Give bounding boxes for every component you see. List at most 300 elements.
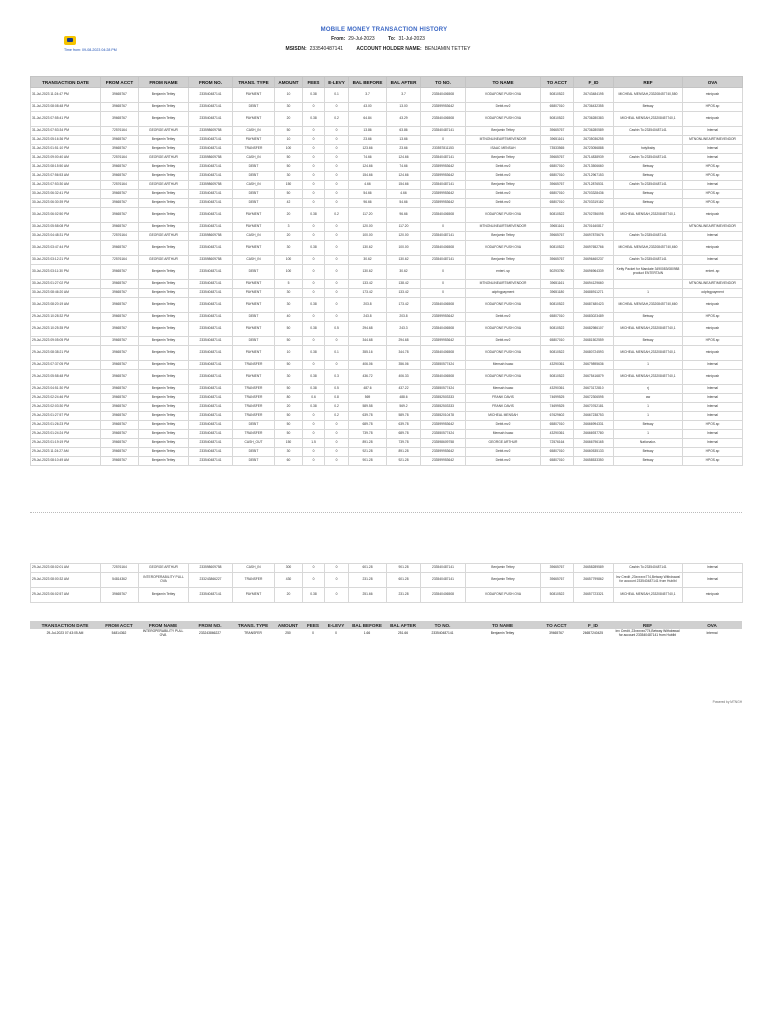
table-cell: 231.28 (349, 573, 387, 588)
column-header: TO NO. (420, 621, 465, 629)
table-cell: Benjamin Tettey (139, 457, 189, 466)
table-cell: 0 (303, 181, 325, 190)
table-cell: 0 (312, 631, 314, 636)
table-cell: Benjamin Tettey (139, 298, 189, 313)
table-cell: 233540487141 (189, 588, 233, 603)
table-cell: CASH_IN (233, 127, 275, 136)
table-cell: 233540487141 (189, 346, 233, 361)
table-cell: 0 (303, 199, 325, 208)
table-cell: 921.28 (349, 448, 387, 457)
table-cell: 30-Jul-2023 05:58:08 PM (31, 223, 101, 232)
table-cell: Internal (683, 127, 743, 136)
table-cell: Benjamin Tettey (139, 430, 189, 439)
table-cell: 154.66 (349, 172, 387, 181)
column-header: FEES (302, 621, 324, 629)
table-cell: 739.78 (349, 430, 387, 439)
table-cell: CASH_IN (233, 564, 275, 573)
table-cell: 0 (325, 232, 349, 241)
table-cell: TRANSFER (233, 430, 275, 439)
table-cell: 233540487141 (189, 370, 233, 385)
table-cell: 50 (275, 154, 303, 163)
table-cell: GEORGE ARTHUR (139, 154, 189, 163)
table-cell: Internal (683, 430, 743, 439)
table-cell: Cashin To:233540487141 (614, 154, 683, 163)
table-cell: 39665767 (101, 190, 139, 199)
table-cell: Benjamin Tettey (466, 154, 541, 163)
table-cell: 406.06 (349, 361, 387, 370)
table-cell: 26712967153 (574, 172, 614, 181)
table-cell: DEBIT (233, 190, 275, 199)
table-cell: Nationalor- (614, 439, 683, 448)
table-cell: 50810522 (541, 112, 574, 127)
table-cell: 487.6 (349, 385, 387, 394)
table-cell: 31-Jul-2023 05:16:36 PM (31, 136, 101, 145)
table-cell: Benjamin Tettey (466, 127, 541, 136)
table-cell: 39665767 (101, 289, 139, 298)
table-row (31, 88, 743, 103)
table-cell: 250 (285, 631, 291, 636)
table-cell: DEBIT (233, 313, 275, 322)
table-cell: 39665767 (101, 421, 139, 430)
table-cell: MICHEAL MENSAH,233208457740,1 (614, 112, 683, 127)
table-cell: 0 (325, 163, 349, 172)
table-cell: 233540487141 (421, 154, 466, 163)
table-cell: 0 (325, 298, 349, 313)
table-cell: 233550577424 (421, 430, 466, 439)
table-cell: 43290361 (541, 385, 574, 394)
table-cell: 0 (325, 265, 349, 280)
table-cell: 233598609758 (189, 564, 233, 573)
table-row (31, 573, 743, 588)
table-cell: 689.78 (349, 421, 387, 430)
table-cell: 300 (275, 564, 303, 573)
table-cell: 30-Jul-2023 08:46:20 AM (31, 289, 101, 298)
table-cell: HPOS.sp (683, 190, 743, 199)
table-cell: MICHEAL MENSAH,233208457740,1 (614, 322, 683, 337)
table-cell: 233540487141 (189, 394, 233, 403)
table-cell: 437.22 (387, 385, 421, 394)
table-cell: 233552010478 (421, 412, 466, 421)
table-cell: 133.42 (387, 289, 421, 298)
table-cell: 39665767 (101, 241, 139, 256)
table-cell: 26683023489 (574, 313, 614, 322)
table-cell: 294.68 (387, 337, 421, 346)
table-cell: 50810522 (541, 88, 574, 103)
table-cell: Benjamin Tettey (139, 346, 189, 361)
table-cell: TRANSFER (233, 385, 275, 394)
table-cell: MTNONLINEAIRTIMEVENDOR (683, 280, 743, 289)
table-cell: Betway (614, 448, 683, 457)
table-cell: PAYMENT (233, 223, 275, 232)
table-cell: 26679895636 (574, 361, 614, 370)
table-cell: 26666994331 (574, 421, 614, 430)
table-cell: 23.66 (387, 145, 421, 154)
table-cell: 901.28 (349, 457, 387, 466)
table-cell: Internal (683, 573, 743, 588)
table-cell: 39665767 (101, 88, 139, 103)
column-header: AMOUNT (275, 77, 303, 88)
table-cell: 233599953642 (421, 172, 466, 181)
column-header: TO ACCT (541, 77, 574, 88)
table-cell: 0.2 (325, 403, 349, 412)
table-cell: 639.78 (387, 421, 421, 430)
table-cell: 123.66 (349, 145, 387, 154)
table-cell: 30 (275, 172, 303, 181)
table-cell: 251.66 (397, 631, 409, 636)
table-cell (614, 223, 683, 232)
table-row (31, 564, 743, 573)
table-cell: Benjamin Tettey (139, 421, 189, 430)
table-cell: PAYMENT (233, 289, 275, 298)
table-cell: Benjamin Tettey (139, 145, 189, 154)
table-cell: Internal (683, 385, 743, 394)
table-cell: 30-Jul-2023 08:20:19 AM (31, 298, 101, 313)
table-cell: 26675416879 (574, 370, 614, 385)
table-cell: 54.66 (387, 199, 421, 208)
table-cell: 39665767 (101, 163, 139, 172)
table-cell: 233540487141 (189, 103, 233, 112)
table-cell: 54814362 (111, 631, 127, 636)
table-cell: PAYMENT (233, 298, 275, 313)
table-cell: 0 (325, 439, 349, 448)
table-cell: Debit.mv2 (466, 457, 541, 466)
table-cell: 31-Jul-2023 07:53:30 AM (31, 181, 101, 190)
table-cell: 39651161 (541, 136, 574, 145)
table-cell: 0 (325, 573, 349, 588)
table-cell: 0 (303, 313, 325, 322)
table-cell: 0 (303, 564, 325, 573)
table-cell: PAYMENT (233, 112, 275, 127)
table-cell: 100.00 (349, 232, 387, 241)
table-cell: 39665767 (101, 103, 139, 112)
table-cell: 0 (325, 588, 349, 603)
table-cell: 231.28 (387, 588, 421, 603)
table-cell: 72576164 (101, 154, 139, 163)
table-cell: 233540406508 (421, 588, 466, 603)
column-header: BAL AFTER (386, 621, 420, 629)
column-header: E-LEVY (324, 621, 348, 629)
table-cell: MTNONLINEAIRTIMEVENDOR (466, 280, 541, 289)
table-cell: Betway (614, 199, 683, 208)
table-row (31, 223, 743, 232)
table-cell: 233540406508 (421, 241, 466, 256)
table-cell: mtnipush (683, 241, 743, 256)
table-cell: 29-Jul-2023 06:02:57 AM (31, 588, 101, 603)
table-row (31, 412, 743, 421)
table-cell: 39665767 (101, 403, 139, 412)
table-cell: Inv Credit ,23xxxxxx774,Betway Withdrawal for account 233540487141 from HubIbl (614, 573, 683, 588)
table-cell: 233243866227 (189, 573, 233, 588)
table-cell: CASH_IN (233, 232, 275, 241)
table-cell: 233540487141 (189, 88, 233, 103)
table-cell: 30-Jul-2023 03:47:44 PM (31, 241, 101, 256)
table-cell: 26723056888 (574, 145, 614, 154)
table-cell: 1.66 (363, 631, 371, 636)
table-cell: mtnipush (683, 88, 743, 103)
table-cell: 356.06 (387, 361, 421, 370)
table-cell: 100 (275, 145, 303, 154)
table-cell: 26694129660 (574, 280, 614, 289)
table-cell: DEBIT (233, 103, 275, 112)
table-cell: 72576164 (101, 181, 139, 190)
table-cell: 0 (303, 430, 325, 439)
table-cell: 39665767 (101, 145, 139, 154)
table-cell (614, 280, 683, 289)
table-cell: 26702786095 (574, 208, 614, 223)
table-cell: hotylbaby (614, 145, 683, 154)
table-cell: 0 (303, 457, 325, 466)
table-cell: 233540487141 (189, 448, 233, 457)
table-cell: entert..sp (466, 265, 541, 280)
table-cell: Internal (683, 403, 743, 412)
table-cell: Debit.mv2 (466, 172, 541, 181)
table-cell: MICHEAL MENSAH,233208457740,580 (614, 88, 683, 103)
table-cell: 0.38 (303, 403, 325, 412)
table-cell: 29-Jul-2023 07:43:05 AM (46, 631, 84, 636)
table-cell: 74.66 (349, 154, 387, 163)
table-cell: 26697875676 (574, 232, 614, 241)
table-cell: CASH_IN (233, 256, 275, 265)
table-cell: 233540487141 (421, 232, 466, 241)
table-cell: 0 (303, 103, 325, 112)
holder-label: ACCOUNT HOLDER NAME: (356, 46, 422, 52)
table-cell: 233540487141 (189, 361, 233, 370)
table-cell: 891.28 (387, 448, 421, 457)
table-cell: Mensah Isaac (466, 430, 541, 439)
table-cell: 0 (325, 199, 349, 208)
table-cell: 72576164 (101, 256, 139, 265)
table-cell: Debit.mv2 (466, 313, 541, 322)
table-cell: 5 (275, 280, 303, 289)
table-row (31, 322, 743, 337)
table-cell: 233598609758 (189, 256, 233, 265)
table-cell: 96.66 (349, 199, 387, 208)
table-cell: 233540487141 (189, 265, 233, 280)
table-cell: 294.68 (349, 322, 387, 337)
table-cell: 689.78 (387, 430, 421, 439)
column-header: FEES (303, 77, 325, 88)
table-cell: 26657799862 (574, 573, 614, 588)
table-cell: 0 (303, 190, 325, 199)
table-cell: 31-Jul-2023 07:55:41 PM (31, 112, 101, 127)
table-cell: 50 (275, 421, 303, 430)
table-cell: 0.38 (303, 208, 325, 223)
table-cell: 0 (303, 127, 325, 136)
table-cell: 13.00 (387, 103, 421, 112)
table-cell: Benjamin Tettey (139, 241, 189, 256)
table-cell: DEBIT (233, 265, 275, 280)
table-cell: Cashin To:233540487141 (614, 127, 683, 136)
table-cell: Internal (683, 412, 743, 421)
table-cell: mtnipush (683, 112, 743, 127)
table-cell: 30-Jul-2023 06:32:41 PM (31, 190, 101, 199)
table-cell: 43.29 (387, 112, 421, 127)
table-cell: 26736280589 (574, 127, 614, 136)
table-cell: TRANSFER (233, 145, 275, 154)
table-row (31, 127, 743, 136)
table-cell: 50810522 (541, 370, 574, 385)
table-cell: 50810522 (541, 298, 574, 313)
from-label: From: (331, 36, 346, 42)
table-cell: 0 (335, 631, 337, 636)
table-cell: 72576164 (541, 439, 574, 448)
table-cell: Internal (683, 361, 743, 370)
table-cell: 13.66 (387, 136, 421, 145)
table-row (31, 346, 743, 361)
table-cell: 72576164 (101, 127, 139, 136)
table-row (30, 629, 742, 639)
table-cell: 0 (325, 337, 349, 346)
column-header: FROM NAME (138, 621, 188, 629)
table-cell: 0 (303, 289, 325, 298)
table-cell: Benjamin Tettey (139, 190, 189, 199)
table-cell: 31-Jul-2023 11:24:47 PM (31, 88, 101, 103)
table-cell: 233552503333 (421, 403, 466, 412)
table-cell: Internal (706, 631, 718, 636)
table-cell: 233540487141 (189, 412, 233, 421)
table-cell: 30 (275, 370, 303, 385)
table-cell: 203.8 (349, 298, 387, 313)
table-cell: aw (614, 394, 683, 403)
table-cell: 0 (325, 457, 349, 466)
table-cell: TRANSFER (233, 394, 275, 403)
table-cell: 65807010 (541, 421, 574, 430)
table-cell: 0.38 (303, 241, 325, 256)
table-cell: rj (614, 385, 683, 394)
table-cell: 233540487141 (189, 172, 233, 181)
table-cell: GEORGE ARTHUR (139, 181, 189, 190)
table-cell: 233540487141 (421, 564, 466, 573)
table-cell: 100.00 (387, 241, 421, 256)
table-cell: mtnipush (683, 588, 743, 603)
table-cell: Benjamin Tettey (466, 232, 541, 241)
table-cell: 39665767 (101, 588, 139, 603)
table-cell: HPOS.sp (683, 337, 743, 346)
table-cell: Debit.mv2 (466, 163, 541, 172)
table-row (31, 448, 743, 457)
table-row (31, 280, 743, 289)
table-cell: 50 (275, 322, 303, 337)
table-row (31, 163, 743, 172)
table-cell: 0 (303, 163, 325, 172)
table-cell: 39665767 (101, 394, 139, 403)
table-cell: 65807010 (541, 313, 574, 322)
table-cell: HPOS.sp (683, 199, 743, 208)
table-cell: MICHEAL MENSAH,233208457740,660 (614, 241, 683, 256)
table-cell: 74699525 (541, 403, 574, 412)
table-cell: 0 (325, 361, 349, 370)
table-cell: 0.38 (303, 112, 325, 127)
table-cell: 29-Jul-2023 08:38:21 PM (31, 346, 101, 361)
table-cell: 50810522 (541, 322, 574, 337)
table-cell: 31-Jul-2023 09:00:40 AM (31, 154, 101, 163)
table-cell: Internal (683, 256, 743, 265)
table-cell: 29-Jul-2023 02:03:30 PM (31, 403, 101, 412)
table-cell: 133.42 (349, 280, 387, 289)
table-cell: 233540406508 (421, 322, 466, 337)
table-cell: 26714838939 (574, 154, 614, 163)
table-cell: VODAFONE PUSH OVA (466, 322, 541, 337)
column-header: FROM ACCT (101, 77, 139, 88)
table-cell: 0 (325, 172, 349, 181)
table-cell: 40 (275, 313, 303, 322)
table-cell: 26660535133 (574, 448, 614, 457)
table-cell: 13.86 (349, 127, 387, 136)
table-cell: HPOS.sp (683, 172, 743, 181)
table-cell: 0 (303, 256, 325, 265)
table-cell: 29-Jul-2023 08:10:49 AM (31, 457, 101, 466)
table-cell: 39665767 (101, 280, 139, 289)
table-cell: 0 (303, 361, 325, 370)
table-cell: 26657723321 (574, 588, 614, 603)
table-cell: 39651161 (541, 280, 574, 289)
table-cell: 39665767 (541, 573, 574, 588)
table-cell: HPOS.sp (683, 103, 743, 112)
table-cell: 243.8 (349, 313, 387, 322)
column-header: OVA (683, 77, 743, 88)
from-value: 29-Jul-2023 (348, 36, 375, 42)
table-cell: 0 (325, 564, 349, 573)
table-cell: Benjamin Tettey (490, 631, 515, 636)
table-cell: 233540487141 (421, 256, 466, 265)
table-cell: 569.2 (387, 403, 421, 412)
table-cell: 1 (614, 430, 683, 439)
table-cell: VODAFONE PUSH OVA (466, 88, 541, 103)
table-cell: Debit.mv2 (466, 103, 541, 112)
table-cell: 39665767 (101, 370, 139, 385)
table-cell: MICHEAL MENSAH,233208457740,1 (614, 208, 683, 223)
table-cell: 30 (275, 241, 303, 256)
table-cell: 0 (421, 289, 466, 298)
table-cell: 26713506660 (574, 163, 614, 172)
table-cell: 23.66 (349, 136, 387, 145)
table-cell: 100 (275, 265, 303, 280)
table-row (31, 208, 743, 223)
table-cell: Benjamin Tettey (139, 163, 189, 172)
table-cell: Benjamin Tettey (139, 588, 189, 603)
table-cell: 26672306595 (574, 394, 614, 403)
table-cell: 39651180 (541, 289, 574, 298)
table-cell: Mensah Isaac (466, 361, 541, 370)
table-row (31, 313, 743, 322)
table-cell: 30-Jul-2023 06:02:50 PM (31, 208, 101, 223)
table-cell: 891.28 (349, 439, 387, 448)
table-cell: 50810522 (541, 346, 574, 361)
table-row (31, 232, 743, 241)
table-cell: Debit.mv2 (466, 421, 541, 430)
table-cell: GEORGE ARTHUR (139, 564, 189, 573)
table-cell: 26703328436 (574, 190, 614, 199)
table-cell: GEORGE ARTHUR (466, 439, 541, 448)
table-cell: 233557811153 (421, 145, 466, 154)
table-row (31, 298, 743, 313)
table-cell: 0 (325, 181, 349, 190)
table-cell: 31-Jul-2023 08:15:50 AM (31, 163, 101, 172)
table-cell: Internal (683, 145, 743, 154)
to-label: To: (388, 36, 396, 42)
table-cell: 233540406508 (421, 370, 466, 385)
table-cell: 117.20 (387, 223, 421, 232)
table-cell: 26681502559 (574, 337, 614, 346)
table-cell: 0 (303, 573, 325, 588)
table-cell: 39665767 (101, 412, 139, 421)
table-cell: 0.38 (303, 88, 325, 103)
table-cell: 355.16 (349, 346, 387, 361)
table-cell: 0 (303, 223, 325, 232)
table-cell: 233540487141 (189, 313, 233, 322)
table-cell: 344.78 (387, 346, 421, 361)
table-cell: PAYMENT (233, 88, 275, 103)
